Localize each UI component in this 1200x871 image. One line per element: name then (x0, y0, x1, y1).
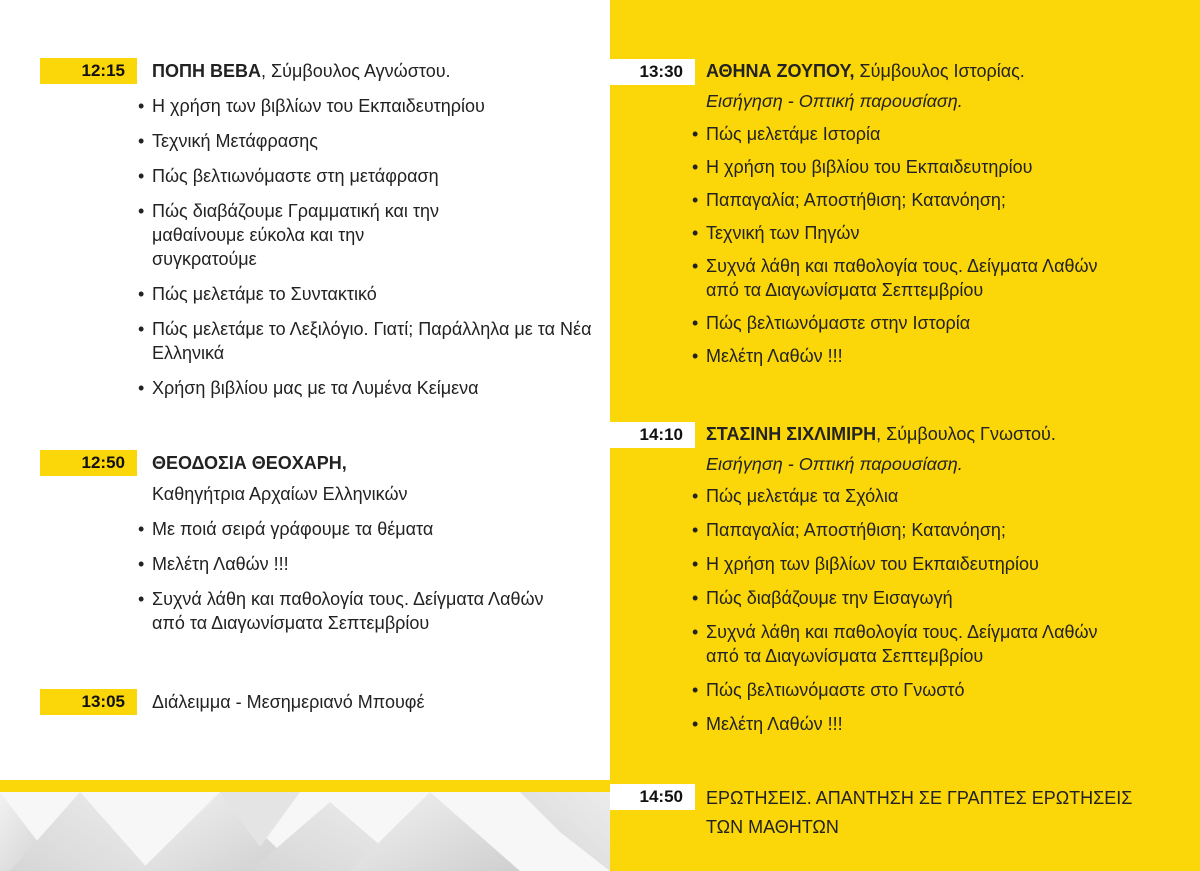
topic-item: • Πώς βελτιωνόμαστε στη μετάφραση (138, 164, 593, 188)
topic-item: • Παπαγαλία; Αποστήθιση; Κατανόηση; (692, 188, 1182, 212)
accent-band (0, 780, 610, 792)
time-badge-1215: 12:15 (40, 58, 137, 84)
topics-1250 (138, 517, 544, 635)
speaker-name: ΑΘΗΝΑ ΖΟΥΠΟΥ, (706, 61, 855, 81)
session-1330 (706, 59, 1186, 113)
topics-1410 (692, 484, 1182, 736)
topic-list (692, 122, 1182, 368)
speaker-line (152, 451, 592, 475)
topics-1330 (692, 122, 1182, 368)
topic-item: • Πώς διαβάζουμε Γραμματική και την μαθαίνουμε εύκολα και την συγκρατούμε (138, 199, 452, 271)
topic-item: • Πώς διαβάζουμε την Εισαγωγή (692, 586, 1182, 610)
topic-item: • Συχνά λάθη και παθολογία τους. Δείγματα Λαθών από τα Διαγωνίσματα Σεπτεμβρίου (138, 587, 552, 635)
topic-item: • Τεχνική των Πηγών (692, 221, 1182, 245)
topic-item: • Παπαγαλία; Αποστήθιση; Κατανόηση; (692, 518, 1182, 542)
topic-list (692, 484, 1182, 736)
topic-item: • Μελέτη Λαθών !!! (138, 552, 538, 576)
speaker-line (706, 59, 1186, 83)
time-badge-1450: 14:50 (610, 784, 695, 810)
session-note: Εισήγηση - Οπτική παρουσίαση. (706, 454, 963, 474)
qa-title: ΕΡΩΤΗΣΕΙΣ. ΑΠΑΝΤΗΣΗ ΣΕ ΓΡΑΠΤΕΣ ΕΡΩΤΗΣΕΙΣ ΤΩΝ ΜΑΘΗΤΩΝ (706, 788, 1133, 837)
topic-item: • Πώς μελετάμε το Συντακτικό (138, 282, 593, 306)
break-title: Διάλειμμα - Μεσημεριανό Μπουφέ (152, 692, 425, 712)
speaker-line (152, 59, 592, 83)
speaker-name: ΣΤΑΣΙΝΗ ΣΙΧΛΙΜΙΡΗ (706, 424, 877, 444)
topic-item: • Η χρήση του βιβλίου του Εκπαιδευτηρίου (692, 155, 1182, 179)
speaker-role: Σύμβουλος Ιστορίας. (854, 61, 1025, 81)
topic-item: • Η χρήση των βιβλίων του Εκπαιδευτηρίου (692, 552, 1182, 576)
decorative-pattern (0, 792, 610, 871)
topics-1215 (138, 94, 593, 400)
time-badge-1410: 14:10 (610, 422, 695, 448)
session-1305 (152, 690, 592, 714)
topic-item: • Πώς βελτιωνόμαστε στο Γνωστό (692, 678, 1182, 702)
time-badge-1305: 13:05 (40, 689, 137, 715)
topic-item: • Μελέτη Λαθών !!! (692, 344, 1182, 368)
topic-item: • Με ποιά σειρά γράφουμε τα θέματα (138, 517, 538, 541)
topic-list (138, 517, 544, 635)
topic-item: • Τεχνική Μετάφρασης (138, 129, 593, 153)
speaker-role: , Σύμβουλος Γνωστού. (876, 424, 1056, 444)
session-1410 (706, 422, 1186, 476)
topic-item: • Χρήση βιβλίου μας με τα Λυμένα Κείμενα (138, 376, 593, 400)
topic-item: • Μελέτη Λαθών !!! (692, 712, 1182, 736)
topic-item: • Πώς βελτιωνόμαστε στην Ιστορία (692, 311, 1182, 335)
right-column (610, 0, 1200, 871)
time-badge-1330: 13:30 (610, 59, 695, 85)
speaker-name: ΠΟΠΗ ΒΕΒΑ (152, 61, 262, 81)
topic-item: • Πώς μελετάμε τα Σχόλια (692, 484, 1182, 508)
speaker-role: , Σύμβουλος Αγνώστου. (261, 61, 451, 81)
speaker-role: Καθηγήτρια Αρχαίων Ελληνικών (152, 484, 408, 504)
session-1250 (152, 451, 592, 506)
topic-item: • Συχνά λάθη και παθολογία τους. Δείγματα Λαθών από τα Διαγωνίσματα Σεπτεμβρίου (692, 620, 1106, 668)
speaker-line (706, 422, 1186, 446)
session-1215 (152, 59, 592, 83)
time-badge-1250: 12:50 (40, 450, 137, 476)
session-1450 (706, 784, 1166, 842)
topic-item: • Η χρήση των βιβλίων του Εκπαιδευτηρίου (138, 94, 593, 118)
topic-list (138, 94, 593, 400)
speaker-name: ΘΕΟΔΟΣΙΑ ΘΕΟΧΑΡΗ, (152, 453, 347, 473)
topic-item: • Συχνά λάθη και παθολογία τους. Δείγματα Λαθών από τα Διαγωνίσματα Σεπτεμβρίου (692, 254, 1106, 302)
topic-item: • Πώς μελετάμε Ιστορία (692, 122, 1182, 146)
topic-item: • Πώς μελετάμε το Λεξιλόγιο. Γιατί; Παράλληλα με τα Νέα Ελληνικά (138, 317, 597, 365)
session-note: Εισήγηση - Οπτική παρουσίαση. (706, 91, 963, 111)
